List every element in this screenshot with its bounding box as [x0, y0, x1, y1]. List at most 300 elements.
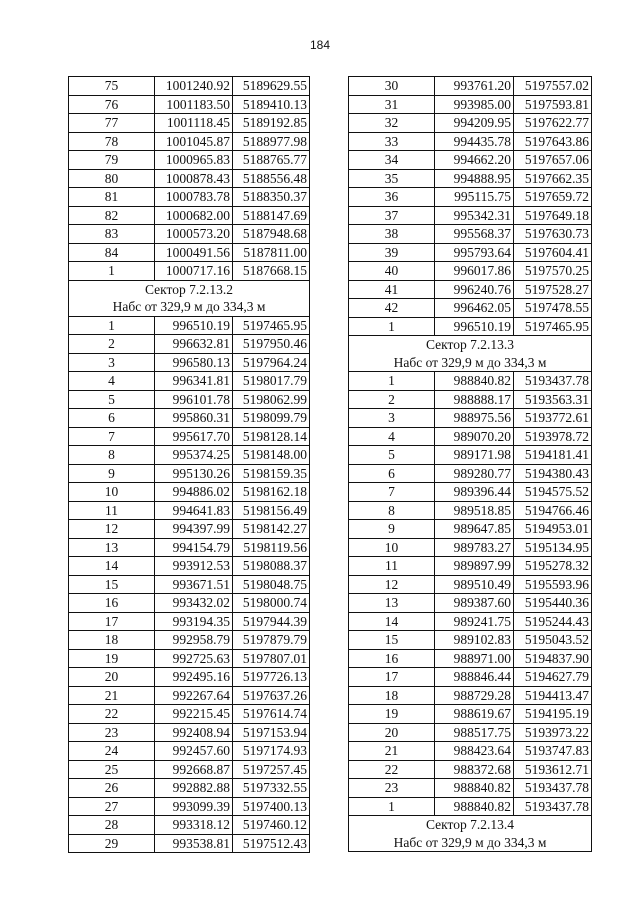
x-coordinate-cell: 988517.75 [435, 723, 514, 742]
x-coordinate-cell: 1000491.56 [155, 243, 233, 262]
table-row [69, 316, 310, 335]
table-row [349, 427, 592, 446]
table-row [349, 520, 592, 539]
point-number-cell: 11 [349, 557, 435, 576]
table-row [69, 520, 310, 539]
point-number-cell: 3 [69, 353, 155, 372]
y-coordinate-cell: 5195134.95 [514, 538, 592, 557]
table-row [69, 372, 310, 391]
y-coordinate-cell: 5193747.83 [514, 742, 592, 761]
table-row [349, 686, 592, 705]
point-number-cell: 16 [69, 594, 155, 613]
table-row [349, 95, 592, 114]
point-number-cell: 75 [69, 77, 155, 96]
point-number-cell: 19 [69, 649, 155, 668]
y-coordinate-cell: 5197637.26 [233, 686, 310, 705]
y-coordinate-cell: 5198099.79 [233, 409, 310, 428]
y-coordinate-cell: 5187948.68 [233, 225, 310, 244]
point-number-cell: 33 [349, 132, 435, 151]
point-number-cell: 6 [69, 409, 155, 428]
table-row [349, 243, 592, 262]
x-coordinate-cell: 989647.85 [435, 520, 514, 539]
table-row [349, 446, 592, 465]
point-number-cell: 10 [69, 483, 155, 502]
y-coordinate-cell: 5197726.13 [233, 668, 310, 687]
y-coordinate-cell: 5194627.79 [514, 668, 592, 687]
x-coordinate-cell: 996101.78 [155, 390, 233, 409]
table-row [349, 114, 592, 133]
x-coordinate-cell: 1000783.78 [155, 188, 233, 207]
y-coordinate-cell: 5194380.43 [514, 464, 592, 483]
x-coordinate-cell: 996580.13 [155, 353, 233, 372]
x-coordinate-cell: 993671.51 [155, 575, 233, 594]
x-coordinate-cell: 995568.37 [435, 225, 514, 244]
sector-title-row [349, 336, 592, 354]
point-number-cell: 15 [69, 575, 155, 594]
point-number-cell: 22 [349, 760, 435, 779]
x-coordinate-cell: 995617.70 [155, 427, 233, 446]
point-number-cell: 15 [349, 631, 435, 650]
y-coordinate-cell: 5198062.99 [233, 390, 310, 409]
x-coordinate-cell: 996510.19 [435, 317, 514, 336]
x-coordinate-cell: 993912.53 [155, 557, 233, 576]
y-coordinate-cell: 5194195.19 [514, 705, 592, 724]
y-coordinate-cell: 5197964.24 [233, 353, 310, 372]
table-row [69, 612, 310, 631]
point-number-cell: 1 [349, 797, 435, 816]
y-coordinate-cell: 5197153.94 [233, 723, 310, 742]
x-coordinate-cell: 996462.05 [435, 299, 514, 318]
y-coordinate-cell: 5188765.77 [233, 151, 310, 170]
table-row [69, 243, 310, 262]
x-coordinate-cell: 994641.83 [155, 501, 233, 520]
point-number-cell: 4 [349, 427, 435, 446]
y-coordinate-cell: 5189629.55 [233, 77, 310, 96]
y-coordinate-cell: 5197807.01 [233, 649, 310, 668]
x-coordinate-cell: 988846.44 [435, 668, 514, 687]
y-coordinate-cell: 5193437.78 [514, 779, 592, 798]
table-row [349, 557, 592, 576]
y-coordinate-cell: 5193973.22 [514, 723, 592, 742]
point-number-cell: 84 [69, 243, 155, 262]
point-number-cell: 4 [69, 372, 155, 391]
point-number-cell: 34 [349, 151, 435, 170]
table-row [349, 668, 592, 687]
y-coordinate-cell: 5195244.43 [514, 612, 592, 631]
y-coordinate-cell: 5197593.81 [514, 95, 592, 114]
table-row [69, 151, 310, 170]
y-coordinate-cell: 5189410.13 [233, 95, 310, 114]
x-coordinate-cell: 988971.00 [435, 649, 514, 668]
x-coordinate-cell: 994209.95 [435, 114, 514, 133]
x-coordinate-cell: 1000965.83 [155, 151, 233, 170]
x-coordinate-cell: 996341.81 [155, 372, 233, 391]
y-coordinate-cell: 5198128.14 [233, 427, 310, 446]
point-number-cell: 10 [349, 538, 435, 557]
x-coordinate-cell: 988840.82 [435, 372, 514, 391]
x-coordinate-cell: 992958.79 [155, 631, 233, 650]
x-coordinate-cell: 1000573.20 [155, 225, 233, 244]
table-row [69, 742, 310, 761]
x-coordinate-cell: 1001183.50 [155, 95, 233, 114]
sector-elevation-range: Набс от 329,9 м до 334,3 м [69, 298, 310, 316]
table-row [69, 390, 310, 409]
y-coordinate-cell: 5197465.95 [233, 316, 310, 335]
table-row [69, 575, 310, 594]
point-number-cell: 20 [349, 723, 435, 742]
point-number-cell: 18 [69, 631, 155, 650]
y-coordinate-cell: 5198119.56 [233, 538, 310, 557]
x-coordinate-cell: 992725.63 [155, 649, 233, 668]
table-row [349, 188, 592, 207]
table-row [349, 206, 592, 225]
point-number-cell: 28 [69, 816, 155, 835]
x-coordinate-cell: 993538.81 [155, 834, 233, 853]
point-number-cell: 1 [349, 317, 435, 336]
point-number-cell: 42 [349, 299, 435, 318]
x-coordinate-cell: 995342.31 [435, 206, 514, 225]
y-coordinate-cell: 5195043.52 [514, 631, 592, 650]
table-row [69, 409, 310, 428]
y-coordinate-cell: 5197528.27 [514, 280, 592, 299]
y-coordinate-cell: 5197622.77 [514, 114, 592, 133]
y-coordinate-cell: 5198159.35 [233, 464, 310, 483]
y-coordinate-cell: 5194837.90 [514, 649, 592, 668]
x-coordinate-cell: 988840.82 [435, 779, 514, 798]
point-number-cell: 1 [69, 262, 155, 281]
page-number: 184 [309, 38, 331, 52]
table-row [69, 816, 310, 835]
y-coordinate-cell: 5197879.79 [233, 631, 310, 650]
x-coordinate-cell: 994154.79 [155, 538, 233, 557]
y-coordinate-cell: 5197659.72 [514, 188, 592, 207]
table-row [349, 723, 592, 742]
y-coordinate-cell: 5194953.01 [514, 520, 592, 539]
point-number-cell: 32 [349, 114, 435, 133]
point-number-cell: 2 [349, 390, 435, 409]
table-row [69, 446, 310, 465]
sector-title-row [69, 280, 310, 298]
table-row [349, 575, 592, 594]
point-number-cell: 24 [69, 742, 155, 761]
y-coordinate-cell: 5193772.61 [514, 409, 592, 428]
point-number-cell: 1 [349, 372, 435, 391]
y-coordinate-cell: 5197630.73 [514, 225, 592, 244]
point-number-cell: 16 [349, 649, 435, 668]
table-row [349, 779, 592, 798]
x-coordinate-cell: 995115.75 [435, 188, 514, 207]
table-row [69, 538, 310, 557]
table-row [69, 501, 310, 520]
x-coordinate-cell: 992408.94 [155, 723, 233, 742]
y-coordinate-cell: 5197604.41 [514, 243, 592, 262]
point-number-cell: 12 [349, 575, 435, 594]
x-coordinate-cell: 988975.56 [435, 409, 514, 428]
y-coordinate-cell: 5197174.93 [233, 742, 310, 761]
table-row [349, 649, 592, 668]
y-coordinate-cell: 5193437.78 [514, 372, 592, 391]
point-number-cell: 40 [349, 262, 435, 281]
table-row [69, 649, 310, 668]
table-row [69, 760, 310, 779]
x-coordinate-cell: 992668.87 [155, 760, 233, 779]
x-coordinate-cell: 994435.78 [435, 132, 514, 151]
x-coordinate-cell: 996017.86 [435, 262, 514, 281]
x-coordinate-cell: 995860.31 [155, 409, 233, 428]
y-coordinate-cell: 5187668.15 [233, 262, 310, 281]
x-coordinate-cell: 995374.25 [155, 446, 233, 465]
x-coordinate-cell: 994886.02 [155, 483, 233, 502]
coordinates-table-left [68, 76, 310, 853]
x-coordinate-cell: 992495.16 [155, 668, 233, 687]
table-row [69, 114, 310, 133]
table-row [349, 705, 592, 724]
point-number-cell: 18 [349, 686, 435, 705]
x-coordinate-cell: 989070.20 [435, 427, 514, 446]
x-coordinate-cell: 995793.64 [435, 243, 514, 262]
y-coordinate-cell: 5197460.12 [233, 816, 310, 835]
point-number-cell: 29 [69, 834, 155, 853]
sector-elevation-range: Набс от 329,9 м до 334,3 м [349, 354, 592, 372]
table-row [69, 705, 310, 724]
y-coordinate-cell: 5194766.46 [514, 501, 592, 520]
table-row [69, 483, 310, 502]
point-number-cell: 17 [349, 668, 435, 687]
x-coordinate-cell: 992215.45 [155, 705, 233, 724]
point-number-cell: 41 [349, 280, 435, 299]
sector-title-row [349, 816, 592, 834]
point-number-cell: 14 [349, 612, 435, 631]
y-coordinate-cell: 5197400.13 [233, 797, 310, 816]
point-number-cell: 30 [349, 77, 435, 96]
table-row [69, 834, 310, 853]
x-coordinate-cell: 988840.82 [435, 797, 514, 816]
sector-elevation-range: Набс от 329,9 м до 334,3 м [349, 834, 592, 852]
y-coordinate-cell: 5198162.18 [233, 483, 310, 502]
table-row [69, 169, 310, 188]
point-number-cell: 17 [69, 612, 155, 631]
x-coordinate-cell: 988372.68 [435, 760, 514, 779]
x-coordinate-cell: 989280.77 [435, 464, 514, 483]
y-coordinate-cell: 5197257.45 [233, 760, 310, 779]
point-number-cell: 8 [69, 446, 155, 465]
x-coordinate-cell: 1001045.87 [155, 132, 233, 151]
x-coordinate-cell: 1001240.92 [155, 77, 233, 96]
sector-title: Сектор 7.2.13.4 [349, 816, 592, 834]
x-coordinate-cell: 993099.39 [155, 797, 233, 816]
y-coordinate-cell: 5197944.39 [233, 612, 310, 631]
x-coordinate-cell: 992882.88 [155, 779, 233, 798]
table-row [69, 723, 310, 742]
point-number-cell: 21 [349, 742, 435, 761]
x-coordinate-cell: 992267.64 [155, 686, 233, 705]
x-coordinate-cell: 996240.76 [435, 280, 514, 299]
y-coordinate-cell: 5198088.37 [233, 557, 310, 576]
table-row [349, 225, 592, 244]
table-row [69, 132, 310, 151]
table-row [349, 483, 592, 502]
table-row [69, 668, 310, 687]
table-row [69, 464, 310, 483]
x-coordinate-cell: 989102.83 [435, 631, 514, 650]
x-coordinate-cell: 989510.49 [435, 575, 514, 594]
y-coordinate-cell: 5198156.49 [233, 501, 310, 520]
y-coordinate-cell: 5197643.86 [514, 132, 592, 151]
table-row [69, 335, 310, 354]
point-number-cell: 80 [69, 169, 155, 188]
sector-title: Сектор 7.2.13.3 [349, 336, 592, 354]
table-row [349, 372, 592, 391]
point-number-cell: 9 [349, 520, 435, 539]
table-row [349, 151, 592, 170]
point-number-cell: 3 [349, 409, 435, 428]
point-number-cell: 31 [349, 95, 435, 114]
point-number-cell: 26 [69, 779, 155, 798]
x-coordinate-cell: 994397.99 [155, 520, 233, 539]
table-row [349, 594, 592, 613]
x-coordinate-cell: 993985.00 [435, 95, 514, 114]
point-number-cell: 83 [69, 225, 155, 244]
x-coordinate-cell: 1001118.45 [155, 114, 233, 133]
point-number-cell: 6 [349, 464, 435, 483]
x-coordinate-cell: 988619.67 [435, 705, 514, 724]
y-coordinate-cell: 5197614.74 [233, 705, 310, 724]
sector-title: Сектор 7.2.13.2 [69, 280, 310, 298]
y-coordinate-cell: 5188977.98 [233, 132, 310, 151]
table-row [69, 631, 310, 650]
table-row [69, 594, 310, 613]
table-row [69, 779, 310, 798]
x-coordinate-cell: 1000878.43 [155, 169, 233, 188]
point-number-cell: 79 [69, 151, 155, 170]
x-coordinate-cell: 996632.81 [155, 335, 233, 354]
point-number-cell: 25 [69, 760, 155, 779]
x-coordinate-cell: 989387.60 [435, 594, 514, 613]
y-coordinate-cell: 5193978.72 [514, 427, 592, 446]
table-row [349, 77, 592, 96]
point-number-cell: 23 [69, 723, 155, 742]
point-number-cell: 21 [69, 686, 155, 705]
point-number-cell: 38 [349, 225, 435, 244]
y-coordinate-cell: 5198048.75 [233, 575, 310, 594]
x-coordinate-cell: 989241.75 [435, 612, 514, 631]
point-number-cell: 76 [69, 95, 155, 114]
table-row [349, 390, 592, 409]
x-coordinate-cell: 988888.17 [435, 390, 514, 409]
point-number-cell: 5 [69, 390, 155, 409]
y-coordinate-cell: 5197512.43 [233, 834, 310, 853]
y-coordinate-cell: 5195593.96 [514, 575, 592, 594]
table-row [349, 169, 592, 188]
y-coordinate-cell: 5197332.55 [233, 779, 310, 798]
x-coordinate-cell: 989783.27 [435, 538, 514, 557]
sector-elevation-row [349, 354, 592, 372]
point-number-cell: 2 [69, 335, 155, 354]
table-row [349, 538, 592, 557]
y-coordinate-cell: 5193612.71 [514, 760, 592, 779]
table-row [349, 280, 592, 299]
table-row [349, 299, 592, 318]
x-coordinate-cell: 994888.95 [435, 169, 514, 188]
y-coordinate-cell: 5188350.37 [233, 188, 310, 207]
table-row [69, 95, 310, 114]
point-number-cell: 1 [69, 316, 155, 335]
y-coordinate-cell: 5197465.95 [514, 317, 592, 336]
point-number-cell: 39 [349, 243, 435, 262]
x-coordinate-cell: 996510.19 [155, 316, 233, 335]
x-coordinate-cell: 989897.99 [435, 557, 514, 576]
table-row [349, 317, 592, 336]
y-coordinate-cell: 5198017.79 [233, 372, 310, 391]
x-coordinate-cell: 993194.35 [155, 612, 233, 631]
table-row [349, 409, 592, 428]
point-number-cell: 35 [349, 169, 435, 188]
point-number-cell: 27 [69, 797, 155, 816]
y-coordinate-cell: 5195278.32 [514, 557, 592, 576]
y-coordinate-cell: 5195440.36 [514, 594, 592, 613]
point-number-cell: 78 [69, 132, 155, 151]
y-coordinate-cell: 5197657.06 [514, 151, 592, 170]
y-coordinate-cell: 5198000.74 [233, 594, 310, 613]
point-number-cell: 9 [69, 464, 155, 483]
y-coordinate-cell: 5193563.31 [514, 390, 592, 409]
y-coordinate-cell: 5198148.00 [233, 446, 310, 465]
y-coordinate-cell: 5198142.27 [233, 520, 310, 539]
x-coordinate-cell: 989396.44 [435, 483, 514, 502]
point-number-cell: 7 [69, 427, 155, 446]
table-row [349, 612, 592, 631]
point-number-cell: 12 [69, 520, 155, 539]
point-number-cell: 5 [349, 446, 435, 465]
table-row [349, 132, 592, 151]
y-coordinate-cell: 5197478.55 [514, 299, 592, 318]
table-row [349, 797, 592, 816]
point-number-cell: 37 [349, 206, 435, 225]
x-coordinate-cell: 994662.20 [435, 151, 514, 170]
table-row [349, 760, 592, 779]
sector-elevation-row [69, 298, 310, 316]
x-coordinate-cell: 993432.02 [155, 594, 233, 613]
y-coordinate-cell: 5194181.41 [514, 446, 592, 465]
point-number-cell: 7 [349, 483, 435, 502]
y-coordinate-cell: 5194575.52 [514, 483, 592, 502]
table-row [349, 501, 592, 520]
x-coordinate-cell: 989171.98 [435, 446, 514, 465]
y-coordinate-cell: 5197662.35 [514, 169, 592, 188]
table-row [69, 188, 310, 207]
y-coordinate-cell: 5188147.69 [233, 206, 310, 225]
table-row [69, 225, 310, 244]
table-row [349, 262, 592, 281]
y-coordinate-cell: 5187811.00 [233, 243, 310, 262]
x-coordinate-cell: 988729.28 [435, 686, 514, 705]
point-number-cell: 20 [69, 668, 155, 687]
y-coordinate-cell: 5194413.47 [514, 686, 592, 705]
sector-elevation-row [349, 834, 592, 852]
point-number-cell: 11 [69, 501, 155, 520]
table-row [69, 353, 310, 372]
point-number-cell: 82 [69, 206, 155, 225]
x-coordinate-cell: 993318.12 [155, 816, 233, 835]
x-coordinate-cell: 1000682.00 [155, 206, 233, 225]
table-row [69, 557, 310, 576]
point-number-cell: 19 [349, 705, 435, 724]
y-coordinate-cell: 5189192.85 [233, 114, 310, 133]
point-number-cell: 81 [69, 188, 155, 207]
point-number-cell: 8 [349, 501, 435, 520]
point-number-cell: 77 [69, 114, 155, 133]
y-coordinate-cell: 5197649.18 [514, 206, 592, 225]
